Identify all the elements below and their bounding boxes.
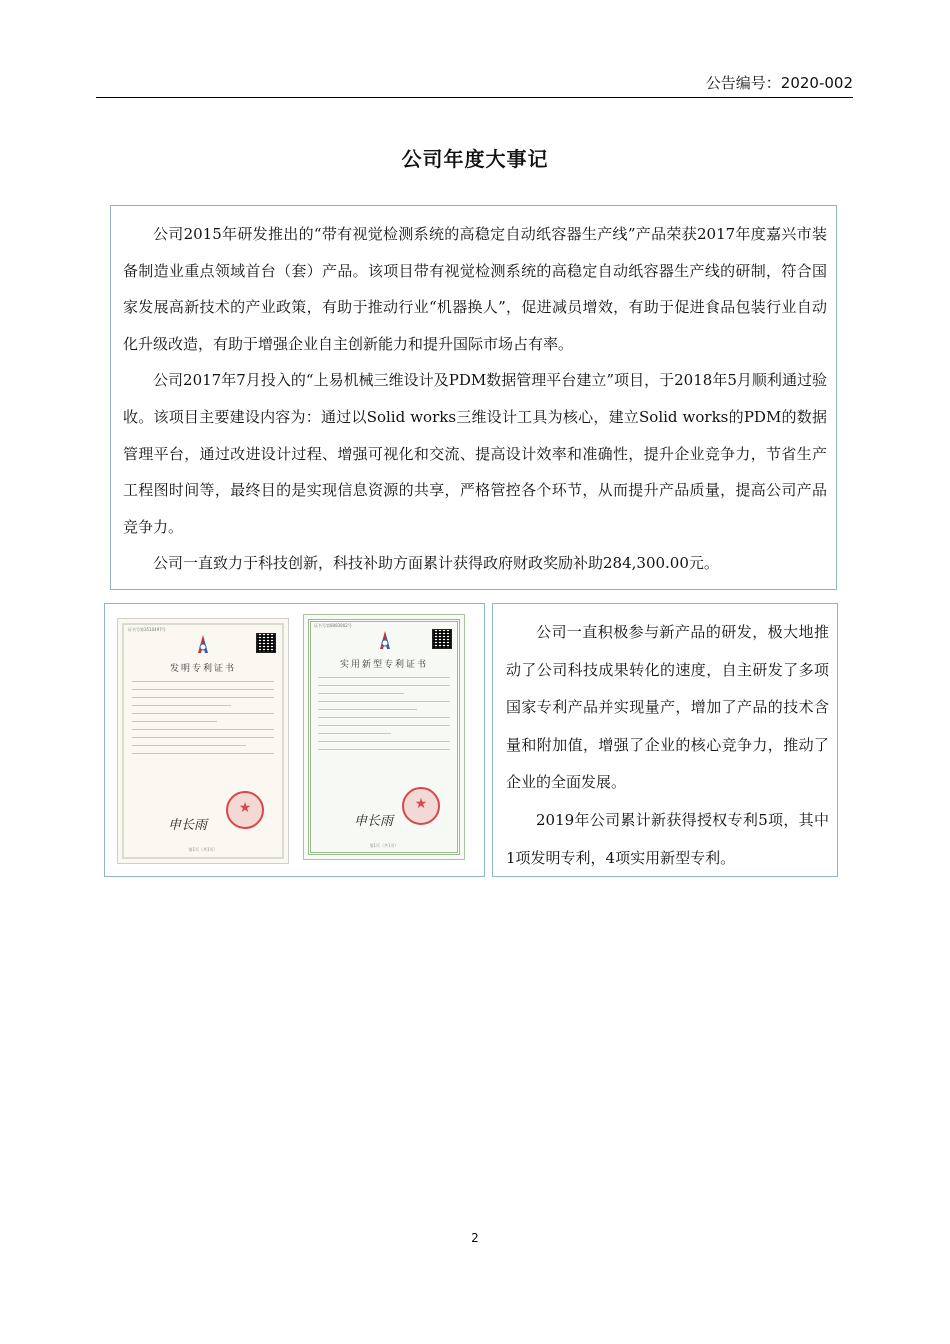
patent-paragraph: 2019年公司累计新获得授权专利5项，其中1项发明专利，4项实用新型专利。 [506,810,829,867]
patent-certificates-image [104,603,485,877]
patents-box [492,603,838,877]
header-divider [96,97,853,98]
events-box [110,205,837,590]
event-paragraph: 公司一直致力于科技创新，科技补助方面累计获得政府财政奖励补助284,300.00元。 [153,554,719,573]
patent-office-logo-icon [192,633,214,655]
announcement-number: 公告编号：2020-002 [705,74,853,92]
qr-code-icon [256,633,276,653]
qr-code-icon [432,629,452,649]
patent-paragraph: 公司一直积极参与新产品的研发，极大地推动了公司科技成果转化的速度，自主研发了多项国家专利产品并实现量产，增加了产品的技术含量和附加值，增强了企业的核心竞争力，推动了企业的全面发展。 [506,623,829,792]
event-paragraph: 公司2017年7月投入的“上易机械三维设计及PDM数据管理平台建立”项目，于2018年5月顺利通过验收。该项目主要建设内容为：通过以Solid works三维设计工具为核心，建立Solid works的PDM的数据管理平台，通过改进设计过程、增强可视化和交流、提高设计效率和准确性，提升企业竞争力，节省生产工程图时间等，最终目的是实现信息资源的共享，严格管控各个环节，从而提升产品质量，提高公司产品竞争力。 [123,371,827,536]
certificate-signature: 申长雨 [168,818,208,833]
patent-office-logo-icon [374,629,396,651]
invention-patent-certificate: 证书号第3510497号 发明专利证书 申长雨 ★ 第1页（共1页） [117,618,289,864]
certificate-title: 实用新型专利证书 [339,660,428,670]
certificate-signature: 申长雨 [354,814,394,829]
certificate-title: 发明专利证书 [169,664,236,674]
official-seal-icon [402,787,440,825]
event-paragraph: 公司2015年研发推出的“带有视觉检测系统的高稳定自动纸容器生产线”产品荣获2017年度嘉兴市装备制造业重点领域首台（套）产品。该项目带有视觉检测系统的高稳定自动纸容器生产线的研制，符合国家发展高新技术的产业政策，有助于推动行业“机器换人”，促进减员增效，有助于促进食品包装行业自动化升级改造，有助于增强企业自主创新能力和提升国际市场占有率。 [123,225,827,353]
page-number: 2 [471,1231,479,1245]
utility-model-certificate: 证书号第8883902号 实用新型专利证书 申长雨 ★ 第1页（共1页） [303,614,465,860]
official-seal-icon [226,791,264,829]
page-title: 公司年度大事记 [401,147,549,171]
